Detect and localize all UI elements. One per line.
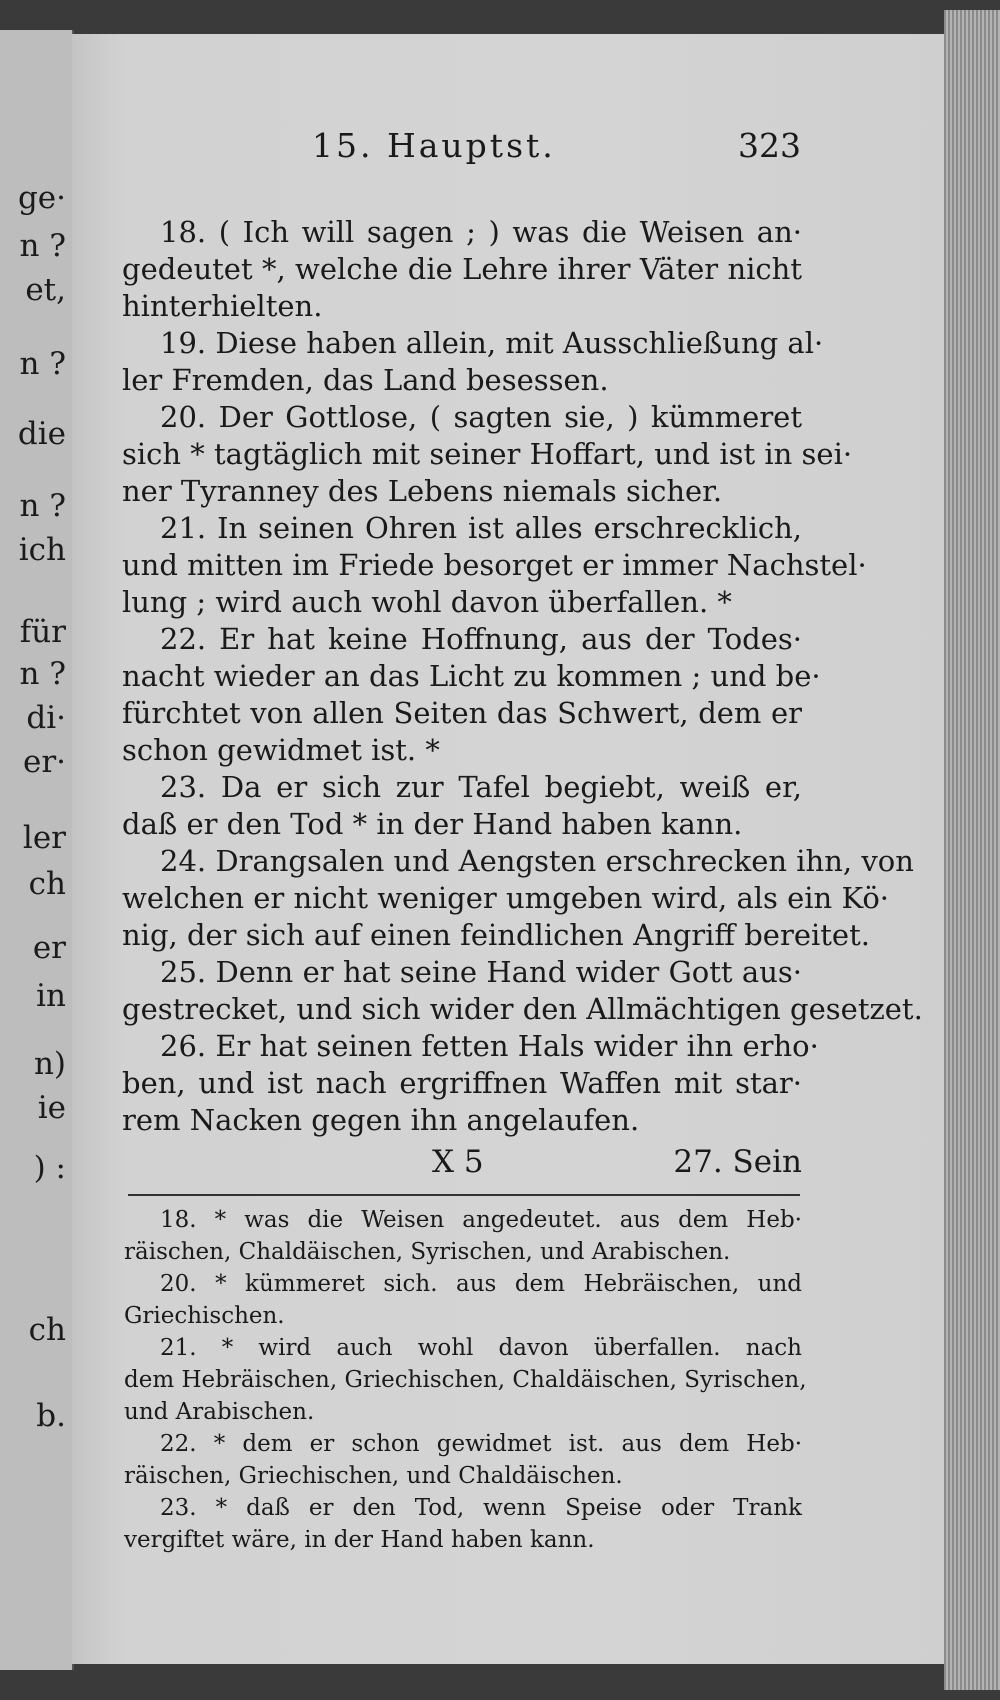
book-page: [72, 34, 944, 1664]
main-text: [122, 214, 923, 1139]
text-line: fürchtet von allen Seiten das Schwert, dem er: [122, 696, 802, 730]
footnote-line: räischen, Chaldäischen, Syrischen, und Arabischen.: [124, 1239, 731, 1265]
running-head: 15. Hauptst.: [312, 126, 556, 165]
text-line: 25. Denn er hat seine Hand wider Gott aus·: [160, 955, 802, 989]
facing-page-fragment: ge·: [17, 180, 66, 216]
text-line: 20. Der Gottlose, ( sagten sie, ) kümmeret: [160, 400, 802, 434]
signature-row: [122, 1144, 802, 1188]
text-line: ler Fremden, das Land besessen.: [122, 363, 609, 397]
facing-page-fragment: ie: [37, 1090, 66, 1126]
footnote-rule: [128, 1194, 800, 1196]
footnote-line: Griechischen.: [124, 1303, 285, 1329]
facing-page-fragment: di·: [26, 700, 66, 736]
text-line: ben, und ist nach ergriffnen Waffen mit star·: [122, 1066, 802, 1100]
facing-page-edge: [0, 30, 74, 1670]
footnote-line: 23. * daß er den Tod, wenn Speise oder Trank: [160, 1495, 802, 1521]
footnote-line: 20. * kümmeret sich. aus dem Hebräischen, und: [160, 1271, 802, 1297]
facing-page-fragment: ch: [28, 866, 66, 902]
footnote-line: dem Hebräischen, Griechischen, Chaldäischen, Syrischen,: [124, 1367, 807, 1393]
text-line: 21. In seinen Ohren ist alles erschrecklich,: [160, 511, 802, 545]
text-line: nig, der sich auf einen feindlichen Angriff bereitet.: [122, 918, 870, 952]
text-line: ner Tyranney des Lebens niemals sicher.: [122, 474, 723, 508]
text-line: gestrecket, und sich wider den Allmächtigen gesetzet.: [122, 992, 923, 1026]
facing-page-fragment: die: [17, 416, 66, 452]
footnote-line: 22. * dem er schon gewidmet ist. aus dem Heb·: [160, 1431, 802, 1457]
facing-page-fragment: n ?: [19, 488, 66, 524]
text-line: 26. Er hat seinen fetten Hals wider ihn erho·: [160, 1029, 819, 1063]
text-line: 22. Er hat keine Hoffnung, aus der Todes·: [160, 622, 802, 656]
facing-page-fragment: b.: [36, 1398, 66, 1434]
facing-page-fragment: ler: [22, 820, 66, 856]
footnote-line: vergiftet wäre, in der Hand haben kann.: [124, 1527, 595, 1553]
facing-page-fragment: et,: [25, 272, 66, 308]
page-header: [72, 126, 944, 176]
footnote-line: räischen, Griechischen, und Chaldäischen.: [124, 1463, 623, 1489]
signature-mark: X 5: [432, 1144, 484, 1180]
facing-page-fragment: ch: [28, 1312, 66, 1348]
text-line: sich * tagtäglich mit seiner Hoffart, und ist in sei·: [122, 437, 853, 471]
footnote-line: und Arabischen.: [124, 1399, 315, 1425]
footnote-line: 18. * was die Weisen angedeutet. aus dem Heb·: [160, 1207, 802, 1233]
text-line: und mitten im Friede besorget er immer Nachstel·: [122, 548, 867, 582]
catchword: 27. Sein: [673, 1144, 802, 1180]
facing-page-fragment: n): [33, 1046, 66, 1082]
facing-page-fragment: n ?: [19, 656, 66, 692]
facing-page-fragment: n ?: [19, 228, 66, 264]
text-line: daß er den Tod * in der Hand haben kann.: [122, 807, 743, 841]
facing-page-fragment: in: [36, 978, 66, 1014]
facing-page-fragment: für: [19, 614, 66, 650]
facing-page-fragment: er·: [22, 744, 66, 780]
footnotes: [124, 1204, 807, 1556]
facing-page-fragment: n ?: [19, 346, 66, 382]
facing-page-fragment: ) :: [33, 1150, 66, 1186]
text-line: 24. Drangsalen und Aengsten erschrecken ihn, von: [160, 844, 914, 878]
text-line: lung ; wird auch wohl davon überfallen. *: [122, 585, 732, 619]
text-line: hinterhielten.: [122, 289, 323, 323]
facing-page-fragment: ich: [18, 532, 66, 568]
text-line: schon gewidmet ist. *: [122, 733, 440, 767]
text-line: nacht wieder an das Licht zu kommen ; und be·: [122, 659, 821, 693]
text-line: rem Nacken gegen ihn angelaufen.: [122, 1103, 640, 1137]
text-line: welchen er nicht weniger umgeben wird, als ein Kö·: [122, 881, 890, 915]
text-line: 19. Diese haben allein, mit Ausschließung al·: [160, 326, 824, 360]
footnote-line: 21. * wird auch wohl davon überfallen. nach: [160, 1335, 802, 1361]
text-line: 18. ( Ich will sagen ; ) was die Weisen an·: [160, 215, 802, 249]
text-line: 23. Da er sich zur Tafel begiebt, weiß er,: [160, 770, 802, 804]
text-line: gedeutet *, welche die Lehre ihrer Väter nicht: [122, 252, 802, 286]
page-number: 323: [738, 126, 801, 165]
facing-page-fragment: er: [32, 930, 66, 966]
page-block-edge: [944, 10, 1000, 1690]
